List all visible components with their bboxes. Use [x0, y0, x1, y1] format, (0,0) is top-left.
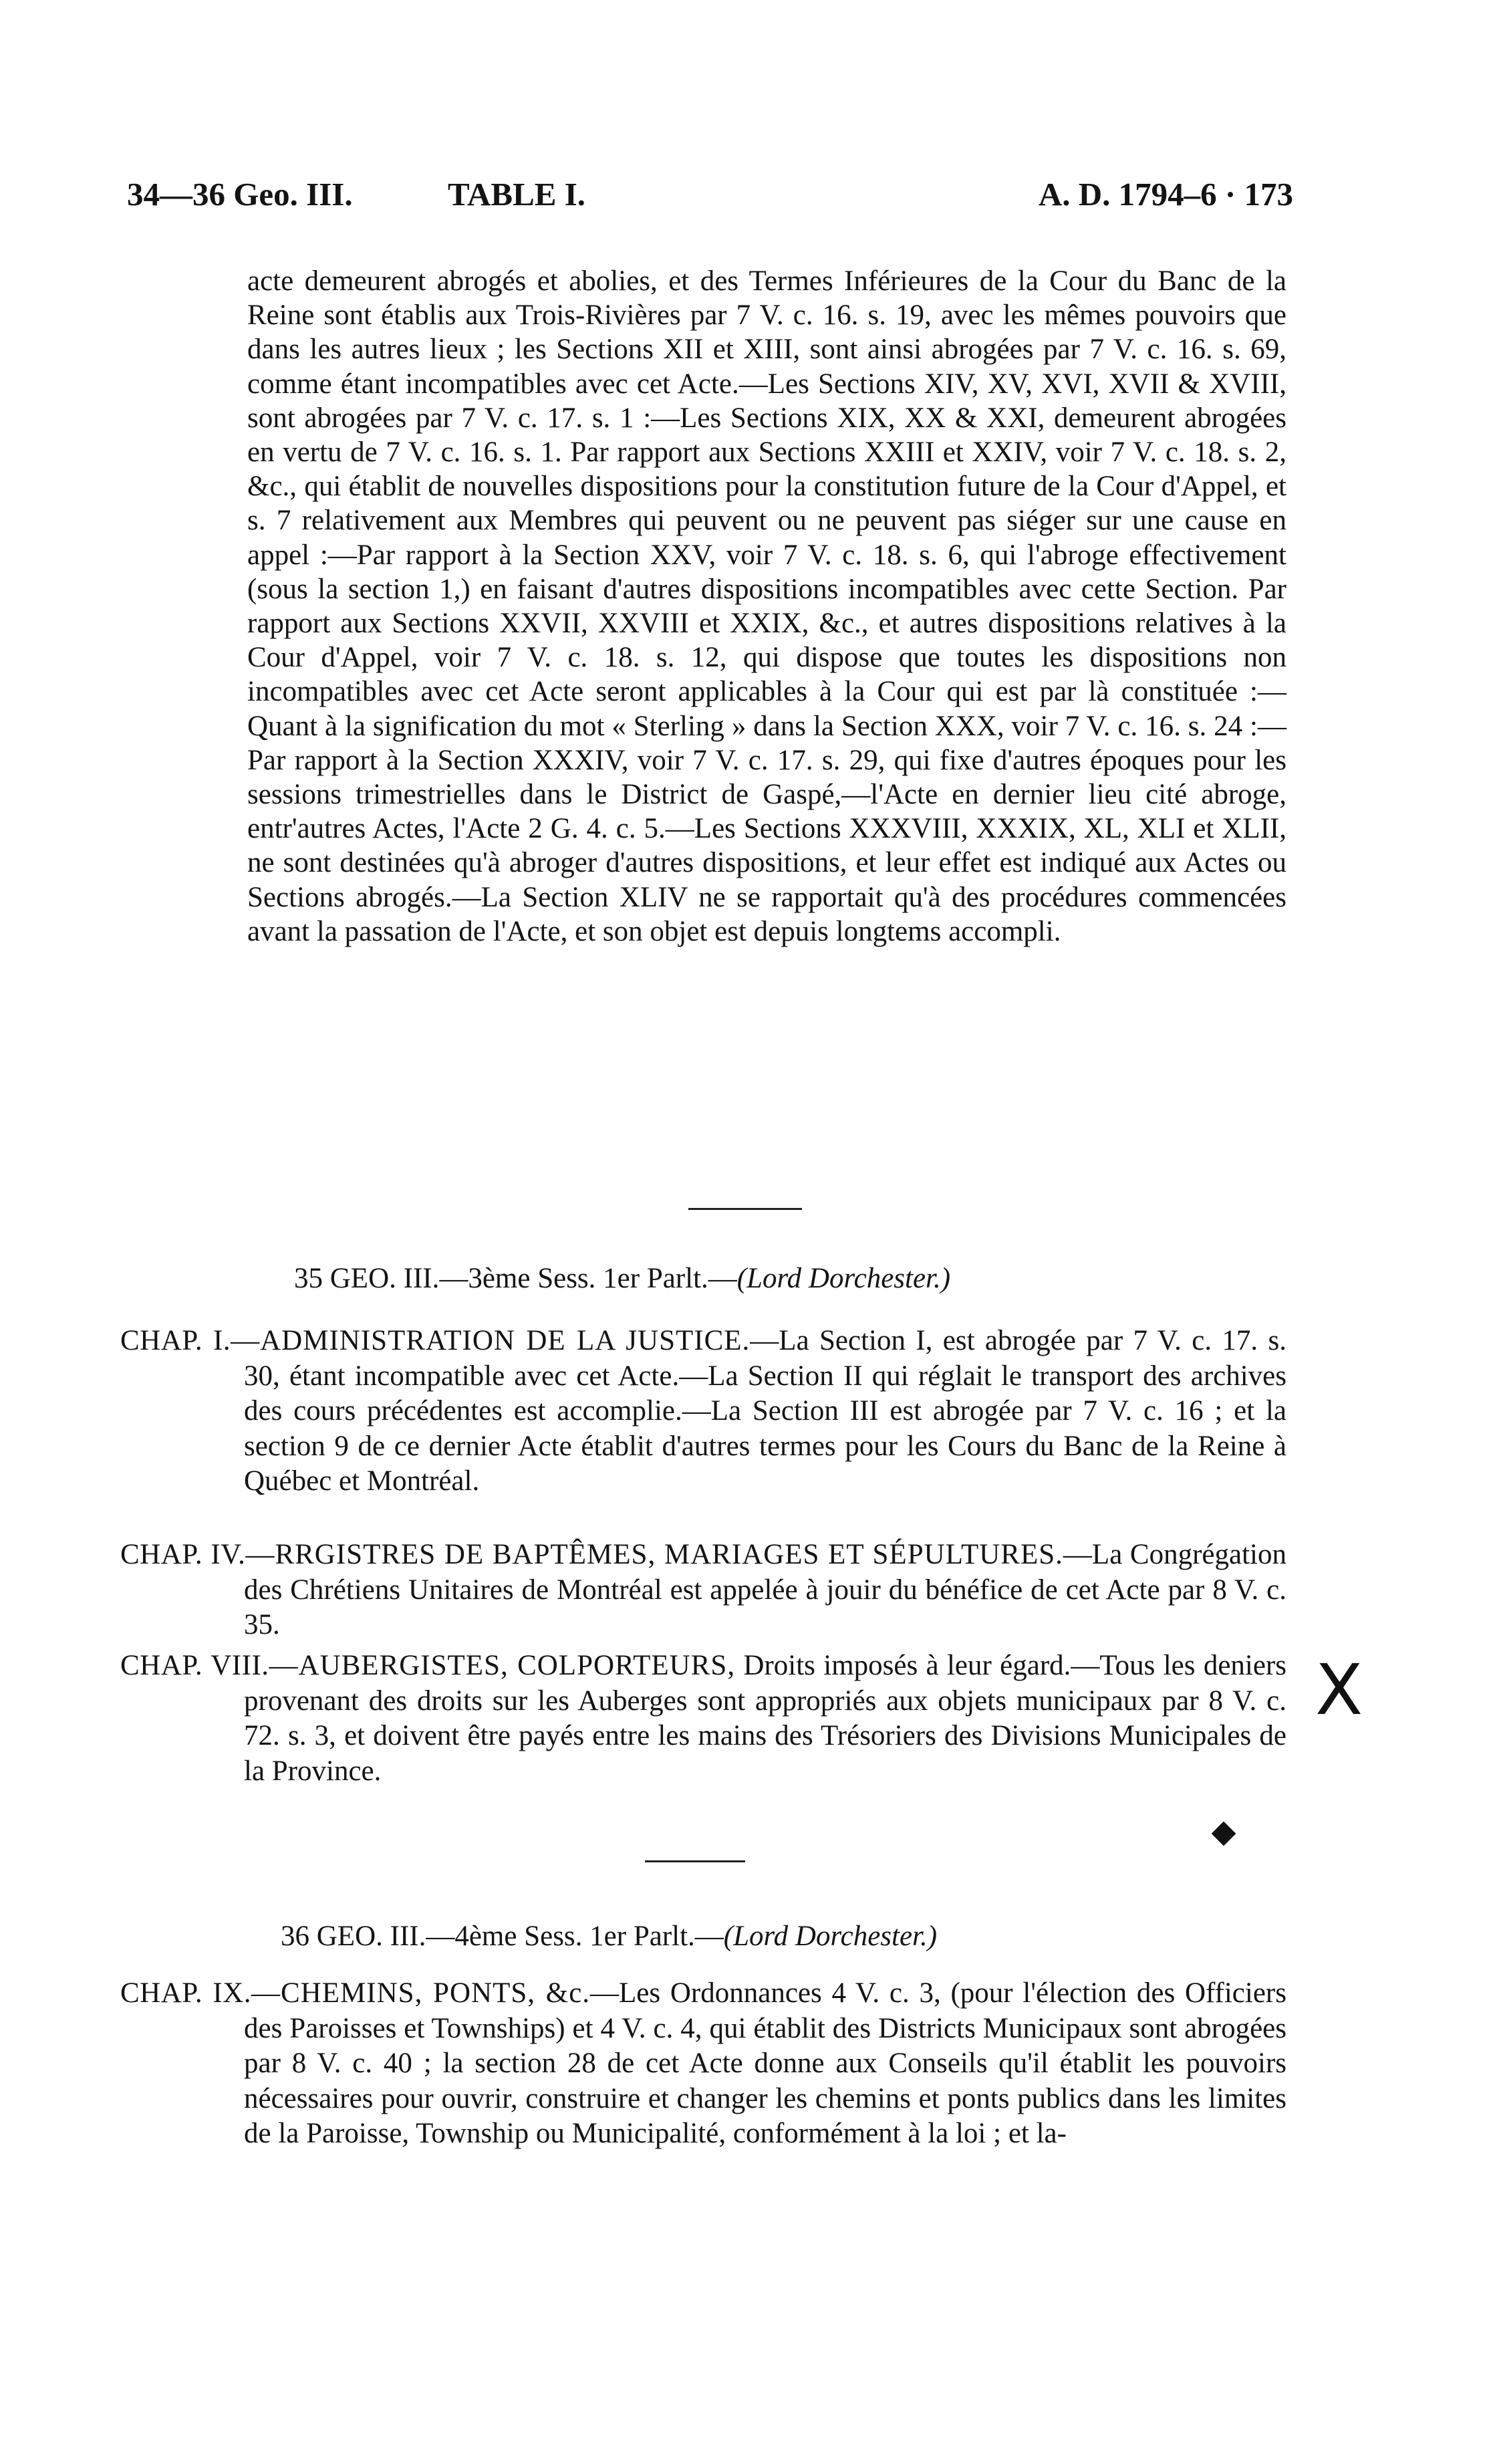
session-heading-text: 36 GEO. III.—4ème Sess. 1er Parlt.—	[281, 1921, 724, 1952]
chapter-entry	[120, 1648, 1286, 1789]
session-heading-text: 35 GEO. III.—3ème Sess. 1er Parlt.—	[294, 1263, 737, 1294]
chapter-number: CHAP. I.	[120, 1325, 231, 1356]
chapter-body: —La Section I, est abrogée par 7 V. c. 17. s. 30, étant incompatible avec cet Acte.—La Section II qui réglait le transport des archives des cours précédentes est accomplie.—La Section III est abrogée par 7 V. c. 16 ; et la section 9 de ce dernier Acte établit d'autres termes pour les Cours du Banc de la Reine à Québec et Montréal.	[244, 1325, 1287, 1497]
diamond-ornament-icon	[1212, 1822, 1236, 1846]
chapter-entry	[120, 1324, 1286, 1499]
session-heading-36	[281, 1920, 937, 1953]
session-governor: (Lord Dorchester.)	[723, 1921, 938, 1952]
session-heading-35	[294, 1262, 950, 1295]
chapter-entry	[120, 1976, 1286, 2152]
header-left: 34—36 Geo. III.	[127, 176, 353, 213]
section-divider	[645, 1860, 745, 1862]
chapter-body: Droits imposés à leur égard.—Tous les deniers provenant des droits sur les Auberges sont appropriés aux objets municipaux par 8 V. c. 72. s. 3, et doivent être payés entre les mains des Trésoriers des Divisions Municipales de la Province.	[244, 1650, 1287, 1787]
chapter-title: —RRGISTRES DE BAPTÊMES, MARIAGES ET SÉPULTURES.	[245, 1539, 1063, 1570]
chapter-number: CHAP. IV.	[120, 1539, 246, 1570]
continuation-paragraph: acte demeurent abrogés et abolies, et des Termes Inférieures de la Cour du Banc de la Reine sont établis aux Trois-Rivières par 7 V. c. 16. s. 19, avec les mêmes pouvoirs que dans les autres lieux ; les Sections XII et XIII, sont ainsi abrogées par 7 V. c. 16. s. 69, comme étant incompatibles avec cet Acte.—Les Sections XIV, XV, XVI, XVII & XVIII, sont abrogées par 7 V. c. 17. s. 1 :—Les Sections XIX, XX & XXI, demeurent abrogées en vertu de 7 V. c. 16. s. 1. Par rapport aux Sections XXIII et XXIV, voir 7 V. c. 18. s. 2, &c., qui établit de nouvelles dispositions pour la constitution future de la Cour d'Appel, et s. 7 relativement aux Membres qui peuvent ou ne peuvent pas siéger sur une cause en appel :—Par rapport à la Section XXV, voir 7 V. c. 18. s. 6, qui l'abroge effectivement (sous la section 1,) en faisant d'autres dispositions incompatibles avec cette Section. Par rapport aux Sections XXVII, XXVIII et XXIX, &c., et autres dispositions relatives à la Cour d'Appel, voir 7 V. c. 18. s. 12, qui dispose que toutes les dispositions non incompatibles avec cet Acte seront applicables à la Cour qui est par là constituée :—Quant à la signification du mot « Sterling » dans la Section XXX, voir 7 V. c. 16. s. 24 :—Par rapport à la Section XXXIV, voir 7 V. c. 17. s. 29, qui fixe d'autres époques pour les sessions trimestrielles dans le District de Gaspé,—l'Acte en dernier lieu cité abroge, entr'autres Actes, l'Acte 2 G. 4. c. 5.—Les Sections XXXVIII, XXXIX, XL, XLI et XLII, ne sont destinées qu'à abroger d'autres dispositions, et leur effet est indiqué aux Actes ou Sections abrogés.—La Section XLIV ne se rapportait qu'à des procédures commencées avant la passation de l'Acte, et son objet est depuis longtems accompli.	[247, 265, 1286, 947]
chapter-body: —Les Ordonnances 4 V. c. 3, (pour l'élection des Officiers des Paroisses et Townships) et 4 V. c. 4, qui établit des Districts Municipaux sont abrogées par 8 V. c. 40 ; la section 28 de cet Acte donne aux Conseils qu'il établit les pouvoirs nécessaires pour ouvrir, construire et changer les chemins et ponts publics dans les limites de la Paroisse, Township ou Municipalité, conformément à la loi ; et la-	[244, 1977, 1286, 2150]
chapter-number: CHAP. IX.	[120, 1977, 252, 2009]
chapter-title: —CHEMINS, PONTS, &c.	[251, 1977, 591, 2009]
section-divider	[688, 1208, 802, 1210]
margin-x-mark: X	[1315, 1649, 1363, 1731]
running-header	[127, 175, 1293, 218]
chapter-entry	[120, 1537, 1286, 1643]
header-title: TABLE I.	[448, 176, 586, 213]
session-governor: (Lord Dorchester.)	[736, 1263, 951, 1294]
chapter-number: CHAP. VIII.	[120, 1650, 269, 1681]
chapter-title: —AUBERGISTES, COLPORTEURS,	[269, 1650, 736, 1681]
header-right: A. D. 1794–6 · 173	[1038, 176, 1293, 213]
chapter-body: —La Congrégation des Chrétiens Unitaires de Montréal est appelée à jouir du bénéfice de cet Acte par 8 V. c. 35.	[244, 1539, 1287, 1641]
chapter-title: —ADMINISTRATION DE LA JUSTICE.	[231, 1325, 751, 1356]
